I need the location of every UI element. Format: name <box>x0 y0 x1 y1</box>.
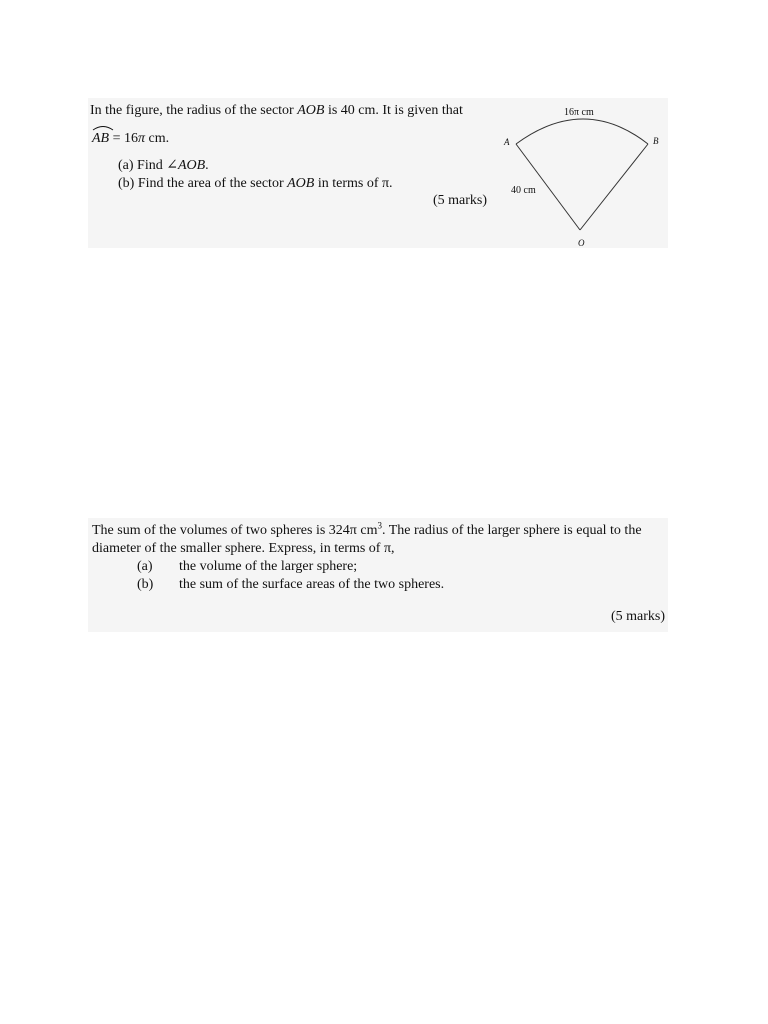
radius-ob <box>580 144 648 230</box>
question-1-part-b <box>118 175 393 193</box>
question-1-marks: (5 marks) <box>433 193 488 208</box>
question-2-line-1 <box>92 522 642 540</box>
angle-aob: ∠AOB <box>166 158 206 173</box>
radius-label: 40 cm <box>511 185 536 196</box>
part-b-sector: AOB <box>287 176 315 191</box>
arc-equals: = 16 <box>109 131 139 146</box>
arc-unit: cm. <box>145 131 170 146</box>
sector-name: AOB <box>297 103 325 118</box>
question-1-intro <box>90 102 463 120</box>
sector-arc <box>516 119 648 144</box>
q2-superscript: 3 <box>377 520 382 531</box>
intro-text-2: is 40 cm. It is given that <box>324 103 463 118</box>
question-2-marks: (5 marks) <box>611 609 666 624</box>
part-a-prefix: (a) Find <box>118 158 167 173</box>
question-2-line-2: diameter of the smaller sphere. Express, in terms of π, <box>92 541 395 556</box>
q2-line1-rest: . The radius of the larger sphere is equal to the <box>381 523 642 538</box>
question-2-part-a-text: the volume of the larger sphere; <box>179 559 358 574</box>
arc-pi: π <box>138 131 146 146</box>
part-b-prefix: (b) Find the area of the sector <box>118 176 288 191</box>
arc-length-label: 16π cm <box>564 107 594 118</box>
intro-text-1: In the figure, the radius of the sector <box>90 103 298 118</box>
part-b-suffix: in terms of π. <box>314 176 393 191</box>
arc-length-statement <box>92 130 169 148</box>
question-2-part-b-label: (b) <box>137 577 154 592</box>
point-b-label: B <box>653 136 659 146</box>
sector-figure <box>500 98 668 258</box>
question-2-part-a-label: (a) <box>137 559 153 574</box>
question-1-part-a <box>118 157 209 175</box>
part-a-suffix: . <box>205 158 209 173</box>
q2-line1-text: The sum of the volumes of two spheres is 324π cm <box>92 523 378 538</box>
point-o-label: O <box>578 238 585 248</box>
point-a-label: A <box>504 137 510 147</box>
arc-ab-symbol <box>92 130 109 148</box>
question-2-part-b-text: the sum of the surface areas of the two spheres. <box>179 577 445 592</box>
arc-label: AB <box>92 131 110 146</box>
arc-over-icon <box>92 123 114 131</box>
